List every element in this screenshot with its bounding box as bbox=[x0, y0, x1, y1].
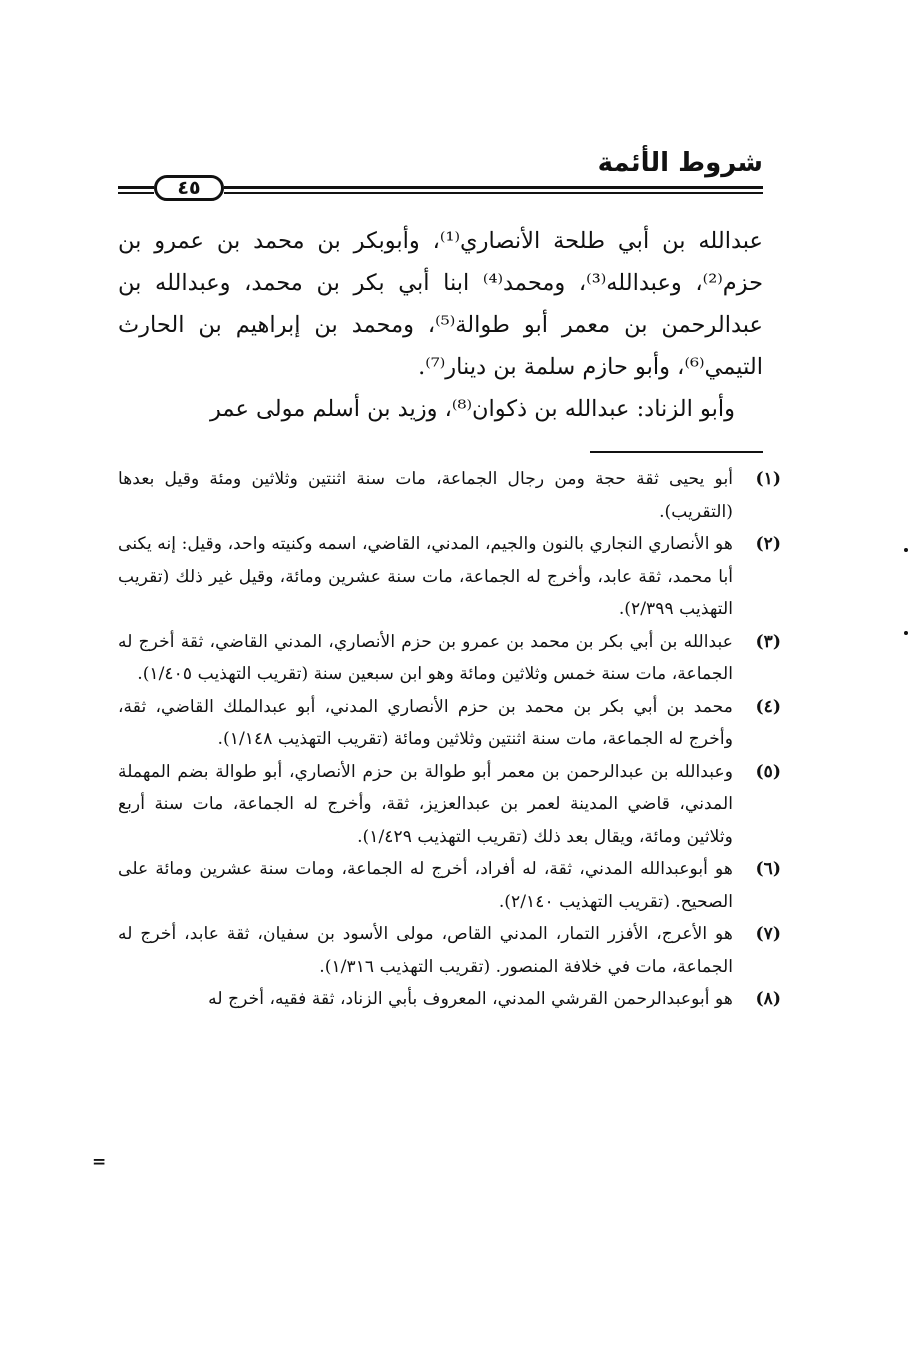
header-rule-left bbox=[118, 186, 154, 189]
footnote-text: وعبدالله بن عبدالرحمن بن معمر أبو طوالة بن حزم الأنصاري، أبو طوالة بضم المهملة المدني، قاضي المدينة لعمر بن عبدالعزيز، ثقة، وأخرج له الجماعة، مات سنة أربع وثلاثين ومائة، ويقال بعد ذلك (تقريب التهذيب ١/٤٢٩). bbox=[118, 761, 733, 847]
footnote-number: (١) bbox=[755, 469, 781, 489]
page-header-title: شروط الأئمة bbox=[597, 148, 763, 178]
footnote-text: عبدالله بن أبي بكر بن محمد بن عمرو بن حزم الأنصاري، المدني القاضي، ثقة أخرج له الجماعة، مات سنة خمس وثلاثين ومائة وهو ابن سبعين سنة (تقريب التهذيب ١/٤٠٥). bbox=[118, 631, 733, 684]
footnote-number: (٦) bbox=[755, 859, 781, 879]
footnote-text: هو الأعرج، الأفزر التمار، المدني القاص، مولى الأسود بن سفيان، ثقة عابد، أخرج له الجماعة، مات في خلافة المنصور. (تقريب التهذيب ١/٣١٦). bbox=[118, 924, 733, 977]
footnote-number: (٤) bbox=[755, 696, 781, 717]
footnote bbox=[118, 853, 781, 918]
main-paragraph: وأبو الزناد: عبدالله بن ذكوان⁽⁸⁾، وزيد بن أسلم مولى عمر bbox=[210, 396, 735, 422]
footnote-number: (٧) bbox=[755, 924, 781, 944]
header-rule-right bbox=[224, 186, 763, 189]
footnote-text: هو أبوعبدالله المدني، ثقة، له أفراد، أخرج له الجماعة، ومات سنة عشرين ومائة على الصحيح. (تقريب التهذيب ٢/١٤٠). bbox=[118, 859, 733, 912]
footnote-text: هو الأنصاري النجاري بالنون والجيم، المدني، القاضي، اسمه وكنيته واحد، وقيل: إنه يكنى أبا محمد، ثقة عابد، وأخرج له الجماعة، مات سنة عشرين ومائة، وقيل غير ذلك (تقريب التهذيب ٢/٣٩٩). bbox=[118, 534, 733, 619]
footnote-number: (٨) bbox=[755, 989, 781, 1009]
footnote bbox=[118, 691, 781, 756]
footnote-text: هو أبوعبدالرحمن القرشي المدني، المعروف بأبي الزناد، ثقة فقيه، أخرج له bbox=[208, 989, 733, 1009]
footnote-separator bbox=[590, 451, 763, 453]
footnote-text: أبو يحيى ثقة حجة ومن رجال الجماعة، مات سنة اثنتين وثلاثين ومئة وقيل بعدها (التقريب). bbox=[118, 469, 733, 522]
header-rule-left-thin bbox=[118, 192, 154, 194]
footnote bbox=[118, 463, 781, 528]
footnote-number: (٣) bbox=[755, 631, 781, 652]
page-number-badge: ٤٥ bbox=[154, 175, 224, 201]
main-text-block bbox=[118, 220, 763, 430]
footnote bbox=[118, 983, 781, 1016]
footnote bbox=[118, 528, 781, 626]
continuation-mark: = bbox=[92, 1152, 107, 1172]
footnote bbox=[118, 918, 781, 983]
footnote bbox=[118, 756, 781, 854]
footnote bbox=[118, 626, 781, 691]
margin-dot bbox=[904, 548, 908, 552]
footnote-text: محمد بن أبي بكر بن محمد بن حزم الأنصاري المدني، أبو عبدالملك القاضي، ثقة، وأخرج له الجماعة، مات سنة اثنتين وثلاثين ومائة (تقريب التهذيب ١/١٤٨). bbox=[118, 696, 733, 749]
main-paragraph: عبدالله بن أبي طلحة الأنصاري⁽¹⁾، وأبوبكر بن محمد بن عمرو بن حزم⁽²⁾، وعبدالله⁽³⁾، ومحمد⁽⁴⁾ ابنا أبي بكر بن محمد، وعبدالله بن عبدالرحمن بن معمر أبو طوالة⁽⁵⁾، ومحمد بن إبراهيم بن الحارث التيمي⁽⁶⁾، وأبو حازم سلمة بن دينار⁽⁷⁾. bbox=[118, 228, 763, 380]
header-rule-row bbox=[118, 174, 763, 206]
footnote-number: (٢) bbox=[755, 534, 781, 554]
header-rule-right-thin bbox=[224, 192, 763, 194]
footnotes-block bbox=[118, 463, 781, 1016]
footnote-number: (٥) bbox=[755, 761, 781, 782]
margin-dot bbox=[904, 631, 908, 635]
